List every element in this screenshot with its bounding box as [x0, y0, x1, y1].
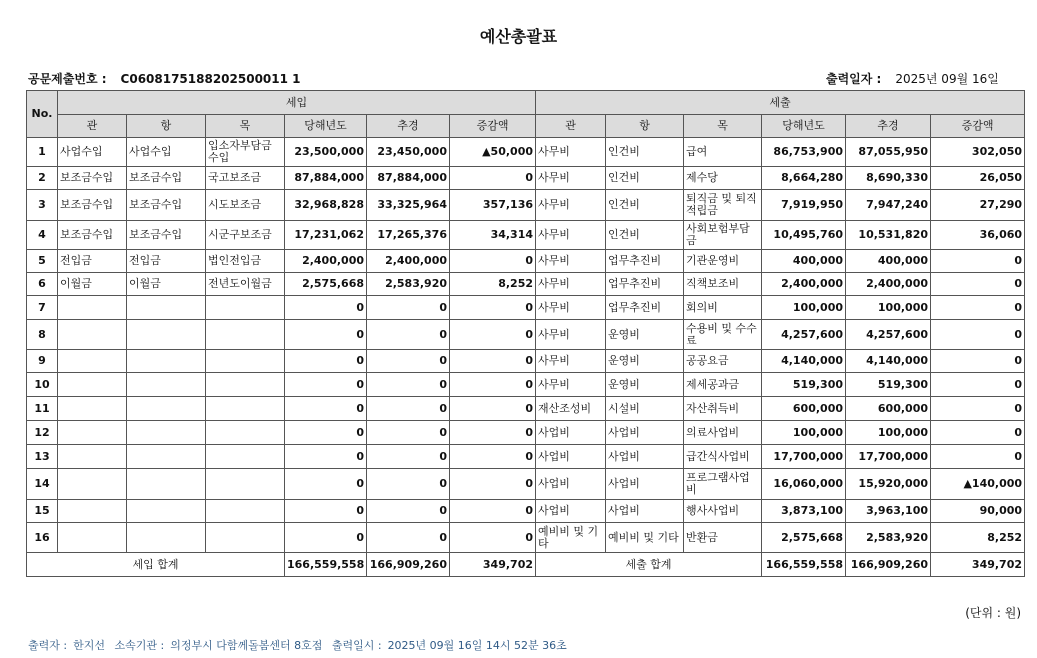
income-hang-cell: 전입금 — [127, 250, 206, 273]
expense-diff-cell: 8,252 — [931, 523, 1025, 553]
expense-mok-cell: 퇴직금 및 퇴직적립금 — [684, 190, 762, 221]
expense-diff-header: 증감액 — [931, 115, 1025, 138]
income-gwan-cell — [58, 445, 127, 469]
income-diff-cell: ▲50,000 — [450, 138, 536, 167]
income-gwan-cell — [58, 500, 127, 523]
income-supp-cell: 0 — [367, 500, 450, 523]
expense-gwan-cell: 사무비 — [536, 221, 606, 250]
table-row — [27, 273, 1025, 296]
row-no-cell: 12 — [27, 421, 58, 445]
income-current-cell: 0 — [285, 397, 367, 421]
table-row — [27, 221, 1025, 250]
expense-mok-cell: 기관운영비 — [684, 250, 762, 273]
row-no-cell: 5 — [27, 250, 58, 273]
expense-gwan-cell: 사무비 — [536, 350, 606, 373]
income-current-cell: 0 — [285, 500, 367, 523]
income-gwan-cell — [58, 397, 127, 421]
income-gwan-cell — [58, 296, 127, 320]
income-supp-cell: 0 — [367, 445, 450, 469]
print-date — [826, 70, 999, 87]
income-supp-cell: 0 — [367, 320, 450, 350]
expense-diff-cell: 27,290 — [931, 190, 1025, 221]
row-no-cell: 10 — [27, 373, 58, 397]
row-no-cell: 4 — [27, 221, 58, 250]
income-supp-cell: 0 — [367, 469, 450, 500]
expense-mok-cell: 의료사업비 — [684, 421, 762, 445]
expense-total-diff: 349,702 — [931, 553, 1025, 577]
row-no-cell: 15 — [27, 500, 58, 523]
print-date-label: 출력일자 : — [826, 72, 882, 86]
row-no-cell: 7 — [27, 296, 58, 320]
income-gwan-cell: 사업수입 — [58, 138, 127, 167]
income-current-cell: 0 — [285, 469, 367, 500]
expense-current-cell: 4,257,600 — [762, 320, 846, 350]
expense-total-supp: 166,909,260 — [846, 553, 931, 577]
row-no-cell: 2 — [27, 167, 58, 190]
income-current-cell: 0 — [285, 373, 367, 397]
expense-hang-cell: 시설비 — [606, 397, 684, 421]
expense-supp-cell: 2,400,000 — [846, 273, 931, 296]
page-title: 예산총괄표 — [479, 27, 558, 46]
income-mok-cell — [206, 320, 285, 350]
expense-gwan-cell: 사무비 — [536, 296, 606, 320]
income-current-cell: 17,231,062 — [285, 221, 367, 250]
income-hang-cell — [127, 421, 206, 445]
income-gwan-cell: 보조금수입 — [58, 167, 127, 190]
expense-hang-cell: 운영비 — [606, 350, 684, 373]
expense-hang-cell: 사업비 — [606, 421, 684, 445]
expense-supp-cell: 10,531,820 — [846, 221, 931, 250]
income-supp-cell: 0 — [367, 373, 450, 397]
income-total-label: 세입 합계 — [27, 553, 285, 577]
expense-supp-cell: 100,000 — [846, 421, 931, 445]
income-diff-cell: 34,314 — [450, 221, 536, 250]
income-gwan-cell — [58, 469, 127, 500]
income-gwan-cell: 보조금수입 — [58, 221, 127, 250]
income-supp-cell: 2,583,920 — [367, 273, 450, 296]
expense-mok-cell: 자산취득비 — [684, 397, 762, 421]
income-current-cell: 32,968,828 — [285, 190, 367, 221]
expense-supp-cell: 3,963,100 — [846, 500, 931, 523]
expense-gwan-cell: 사무비 — [536, 167, 606, 190]
expense-gwan-cell: 사무비 — [536, 250, 606, 273]
income-total-current: 166,559,558 — [285, 553, 367, 577]
expense-current-cell: 7,919,950 — [762, 190, 846, 221]
doc-number-label: 공문제출번호 : — [28, 72, 107, 86]
expense-supp-header: 추경 — [846, 115, 931, 138]
row-no-cell: 9 — [27, 350, 58, 373]
income-mok-cell — [206, 397, 285, 421]
income-mok-cell — [206, 500, 285, 523]
expense-gwan-cell: 사무비 — [536, 273, 606, 296]
income-mok-cell — [206, 350, 285, 373]
income-current-cell: 0 — [285, 445, 367, 469]
income-supp-cell: 87,884,000 — [367, 167, 450, 190]
expense-diff-cell: 0 — [931, 296, 1025, 320]
expense-diff-cell: 90,000 — [931, 500, 1025, 523]
table-row — [27, 445, 1025, 469]
expense-supp-cell: 4,257,600 — [846, 320, 931, 350]
income-supp-cell: 0 — [367, 397, 450, 421]
income-diff-cell: 357,136 — [450, 190, 536, 221]
printer-name: 한지선 — [73, 639, 105, 652]
expense-group-header: 세출 — [536, 91, 1025, 115]
row-no-cell: 11 — [27, 397, 58, 421]
table-row — [27, 320, 1025, 350]
print-date-value: 2025년 09월 16일 — [895, 72, 999, 86]
expense-supp-cell: 4,140,000 — [846, 350, 931, 373]
income-current-cell: 0 — [285, 421, 367, 445]
income-mok-cell: 입소자부담금수입 — [206, 138, 285, 167]
income-current-cell: 0 — [285, 350, 367, 373]
income-gwan-header: 관 — [58, 115, 127, 138]
expense-hang-cell: 인건비 — [606, 221, 684, 250]
expense-diff-cell: 0 — [931, 445, 1025, 469]
table-row — [27, 296, 1025, 320]
expense-diff-cell: 0 — [931, 373, 1025, 397]
income-diff-cell: 0 — [450, 373, 536, 397]
income-supp-cell: 23,450,000 — [367, 138, 450, 167]
expense-supp-cell: 519,300 — [846, 373, 931, 397]
expense-supp-cell: 2,583,920 — [846, 523, 931, 553]
org-name: 의정부시 다함께돌봄센터 8호점 — [170, 639, 323, 652]
row-no-cell: 13 — [27, 445, 58, 469]
income-hang-cell: 이월금 — [127, 273, 206, 296]
expense-mok-cell: 수용비 및 수수료 — [684, 320, 762, 350]
income-diff-cell: 0 — [450, 350, 536, 373]
expense-diff-cell: 0 — [931, 250, 1025, 273]
row-no-cell: 3 — [27, 190, 58, 221]
income-diff-cell: 0 — [450, 250, 536, 273]
expense-hang-cell: 운영비 — [606, 320, 684, 350]
income-diff-cell: 0 — [450, 445, 536, 469]
income-gwan-cell — [58, 320, 127, 350]
row-no-cell: 1 — [27, 138, 58, 167]
row-no-cell: 14 — [27, 469, 58, 500]
expense-diff-cell: 302,050 — [931, 138, 1025, 167]
expense-supp-cell: 8,690,330 — [846, 167, 931, 190]
income-hang-cell — [127, 445, 206, 469]
income-supp-header: 추경 — [367, 115, 450, 138]
expense-mok-cell: 프로그램사업비 — [684, 469, 762, 500]
income-mok-cell — [206, 445, 285, 469]
row-no-cell: 16 — [27, 523, 58, 553]
expense-current-cell: 86,753,900 — [762, 138, 846, 167]
expense-gwan-cell: 사업비 — [536, 445, 606, 469]
expense-supp-cell: 87,055,950 — [846, 138, 931, 167]
income-mok-cell — [206, 469, 285, 500]
income-mok-cell — [206, 296, 285, 320]
income-hang-cell — [127, 469, 206, 500]
expense-mok-header: 목 — [684, 115, 762, 138]
income-hang-cell: 보조금수입 — [127, 190, 206, 221]
expense-hang-cell: 업무추진비 — [606, 273, 684, 296]
expense-diff-cell: 0 — [931, 320, 1025, 350]
expense-hang-cell: 인건비 — [606, 138, 684, 167]
expense-current-header: 당해년도 — [762, 115, 846, 138]
expense-hang-cell: 사업비 — [606, 445, 684, 469]
income-gwan-cell: 이월금 — [58, 273, 127, 296]
income-supp-cell: 33,325,964 — [367, 190, 450, 221]
table-row — [27, 469, 1025, 500]
income-hang-cell — [127, 350, 206, 373]
expense-mok-cell: 직책보조비 — [684, 273, 762, 296]
income-gwan-cell — [58, 523, 127, 553]
table-row — [27, 190, 1025, 221]
income-mok-cell: 시군구보조금 — [206, 221, 285, 250]
income-diff-cell: 0 — [450, 500, 536, 523]
income-group-header: 세입 — [58, 91, 536, 115]
income-gwan-cell: 전입금 — [58, 250, 127, 273]
expense-gwan-cell: 사무비 — [536, 138, 606, 167]
print-time-label: 출력일시 : — [331, 639, 382, 652]
income-hang-cell: 보조금수입 — [127, 167, 206, 190]
table-row — [27, 523, 1025, 553]
expense-gwan-cell: 사무비 — [536, 190, 606, 221]
income-supp-cell: 0 — [367, 421, 450, 445]
expense-current-cell: 3,873,100 — [762, 500, 846, 523]
income-diff-header: 증감액 — [450, 115, 536, 138]
expense-current-cell: 2,575,668 — [762, 523, 846, 553]
expense-hang-cell: 사업비 — [606, 469, 684, 500]
expense-mok-cell: 공공요금 — [684, 350, 762, 373]
income-hang-cell — [127, 320, 206, 350]
expense-current-cell: 600,000 — [762, 397, 846, 421]
table-row — [27, 167, 1025, 190]
printer-label: 출력자 : — [28, 639, 68, 652]
table-row — [27, 397, 1025, 421]
income-current-cell: 0 — [285, 523, 367, 553]
income-gwan-cell — [58, 373, 127, 397]
expense-gwan-header: 관 — [536, 115, 606, 138]
income-diff-cell: 0 — [450, 397, 536, 421]
income-hang-cell: 사업수입 — [127, 138, 206, 167]
expense-supp-cell: 7,947,240 — [846, 190, 931, 221]
doc-number — [28, 70, 301, 87]
expense-mok-cell: 급여 — [684, 138, 762, 167]
income-current-cell: 2,400,000 — [285, 250, 367, 273]
expense-current-cell: 2,400,000 — [762, 273, 846, 296]
expense-supp-cell: 15,920,000 — [846, 469, 931, 500]
income-hang-cell — [127, 373, 206, 397]
table-row — [27, 138, 1025, 167]
income-supp-cell: 0 — [367, 350, 450, 373]
table-row — [27, 373, 1025, 397]
income-hang-cell — [127, 500, 206, 523]
expense-current-cell: 10,495,760 — [762, 221, 846, 250]
expense-gwan-cell: 예비비 및 기타 — [536, 523, 606, 553]
income-hang-cell: 보조금수입 — [127, 221, 206, 250]
income-mok-cell: 시도보조금 — [206, 190, 285, 221]
income-mok-cell: 전년도이월금 — [206, 273, 285, 296]
income-diff-cell: 0 — [450, 523, 536, 553]
income-hang-cell — [127, 296, 206, 320]
income-current-cell: 0 — [285, 296, 367, 320]
expense-diff-cell: 0 — [931, 397, 1025, 421]
expense-mok-cell: 급간식사업비 — [684, 445, 762, 469]
expense-current-cell: 4,140,000 — [762, 350, 846, 373]
expense-total-label: 세출 합계 — [536, 553, 762, 577]
expense-gwan-cell: 사업비 — [536, 469, 606, 500]
expense-diff-cell: 36,060 — [931, 221, 1025, 250]
expense-gwan-cell: 재산조성비 — [536, 397, 606, 421]
income-diff-cell: 0 — [450, 320, 536, 350]
table-row — [27, 500, 1025, 523]
income-hang-cell — [127, 523, 206, 553]
org-label: 소속기관 : — [114, 639, 165, 652]
expense-diff-cell: ▲140,000 — [931, 469, 1025, 500]
income-gwan-cell: 보조금수입 — [58, 190, 127, 221]
income-current-cell: 23,500,000 — [285, 138, 367, 167]
income-mok-header: 목 — [206, 115, 285, 138]
expense-mok-cell: 행사사업비 — [684, 500, 762, 523]
expense-mok-cell: 반환금 — [684, 523, 762, 553]
expense-hang-cell: 운영비 — [606, 373, 684, 397]
income-mok-cell: 국고보조금 — [206, 167, 285, 190]
expense-current-cell: 400,000 — [762, 250, 846, 273]
totals-row — [27, 553, 1025, 577]
income-current-cell: 0 — [285, 320, 367, 350]
expense-hang-cell: 업무추진비 — [606, 296, 684, 320]
expense-mok-cell: 제세공과금 — [684, 373, 762, 397]
income-mok-cell — [206, 373, 285, 397]
expense-diff-cell: 26,050 — [931, 167, 1025, 190]
expense-current-cell: 519,300 — [762, 373, 846, 397]
income-diff-cell: 8,252 — [450, 273, 536, 296]
income-hang-header: 항 — [127, 115, 206, 138]
expense-diff-cell: 0 — [931, 421, 1025, 445]
income-total-diff: 349,702 — [450, 553, 536, 577]
expense-mok-cell: 제수당 — [684, 167, 762, 190]
expense-supp-cell: 100,000 — [846, 296, 931, 320]
expense-gwan-cell: 사무비 — [536, 373, 606, 397]
income-total-supp: 166,909,260 — [367, 553, 450, 577]
expense-supp-cell: 17,700,000 — [846, 445, 931, 469]
expense-hang-header: 항 — [606, 115, 684, 138]
expense-current-cell: 100,000 — [762, 296, 846, 320]
row-no-cell: 6 — [27, 273, 58, 296]
doc-number-value: C0608175188202500011 1 — [120, 72, 301, 86]
expense-current-cell: 16,060,000 — [762, 469, 846, 500]
income-hang-cell — [127, 397, 206, 421]
expense-current-cell: 100,000 — [762, 421, 846, 445]
income-supp-cell: 17,265,376 — [367, 221, 450, 250]
expense-hang-cell: 인건비 — [606, 190, 684, 221]
income-diff-cell: 0 — [450, 469, 536, 500]
income-gwan-cell — [58, 421, 127, 445]
expense-mok-cell: 회의비 — [684, 296, 762, 320]
expense-diff-cell: 0 — [931, 273, 1025, 296]
expense-supp-cell: 400,000 — [846, 250, 931, 273]
unit-note: (단위 : 원) — [965, 606, 1021, 620]
income-diff-cell: 0 — [450, 167, 536, 190]
income-current-cell: 87,884,000 — [285, 167, 367, 190]
expense-total-current: 166,559,558 — [762, 553, 846, 577]
income-diff-cell: 0 — [450, 296, 536, 320]
income-gwan-cell — [58, 350, 127, 373]
table-row — [27, 350, 1025, 373]
expense-gwan-cell: 사업비 — [536, 500, 606, 523]
table-row — [27, 421, 1025, 445]
income-current-cell: 2,575,668 — [285, 273, 367, 296]
income-diff-cell: 0 — [450, 421, 536, 445]
row-no-cell: 8 — [27, 320, 58, 350]
expense-gwan-cell: 사무비 — [536, 320, 606, 350]
income-current-header: 당해년도 — [285, 115, 367, 138]
expense-mok-cell: 사회보험부담금 — [684, 221, 762, 250]
income-mok-cell — [206, 421, 285, 445]
expense-supp-cell: 600,000 — [846, 397, 931, 421]
income-supp-cell: 2,400,000 — [367, 250, 450, 273]
expense-current-cell: 17,700,000 — [762, 445, 846, 469]
expense-hang-cell: 사업비 — [606, 500, 684, 523]
expense-gwan-cell: 사업비 — [536, 421, 606, 445]
expense-hang-cell: 예비비 및 기타 — [606, 523, 684, 553]
expense-diff-cell: 0 — [931, 350, 1025, 373]
print-footer — [28, 637, 573, 653]
budget-summary-table — [26, 90, 1025, 577]
table-row — [27, 250, 1025, 273]
income-supp-cell: 0 — [367, 523, 450, 553]
expense-current-cell: 8,664,280 — [762, 167, 846, 190]
expense-hang-cell: 인건비 — [606, 167, 684, 190]
col-no-header: No. — [27, 91, 58, 138]
income-mok-cell: 법인전입금 — [206, 250, 285, 273]
income-supp-cell: 0 — [367, 296, 450, 320]
print-time: 2025년 09월 16일 14시 52분 36초 — [387, 639, 567, 652]
income-mok-cell — [206, 523, 285, 553]
expense-hang-cell: 업무추진비 — [606, 250, 684, 273]
